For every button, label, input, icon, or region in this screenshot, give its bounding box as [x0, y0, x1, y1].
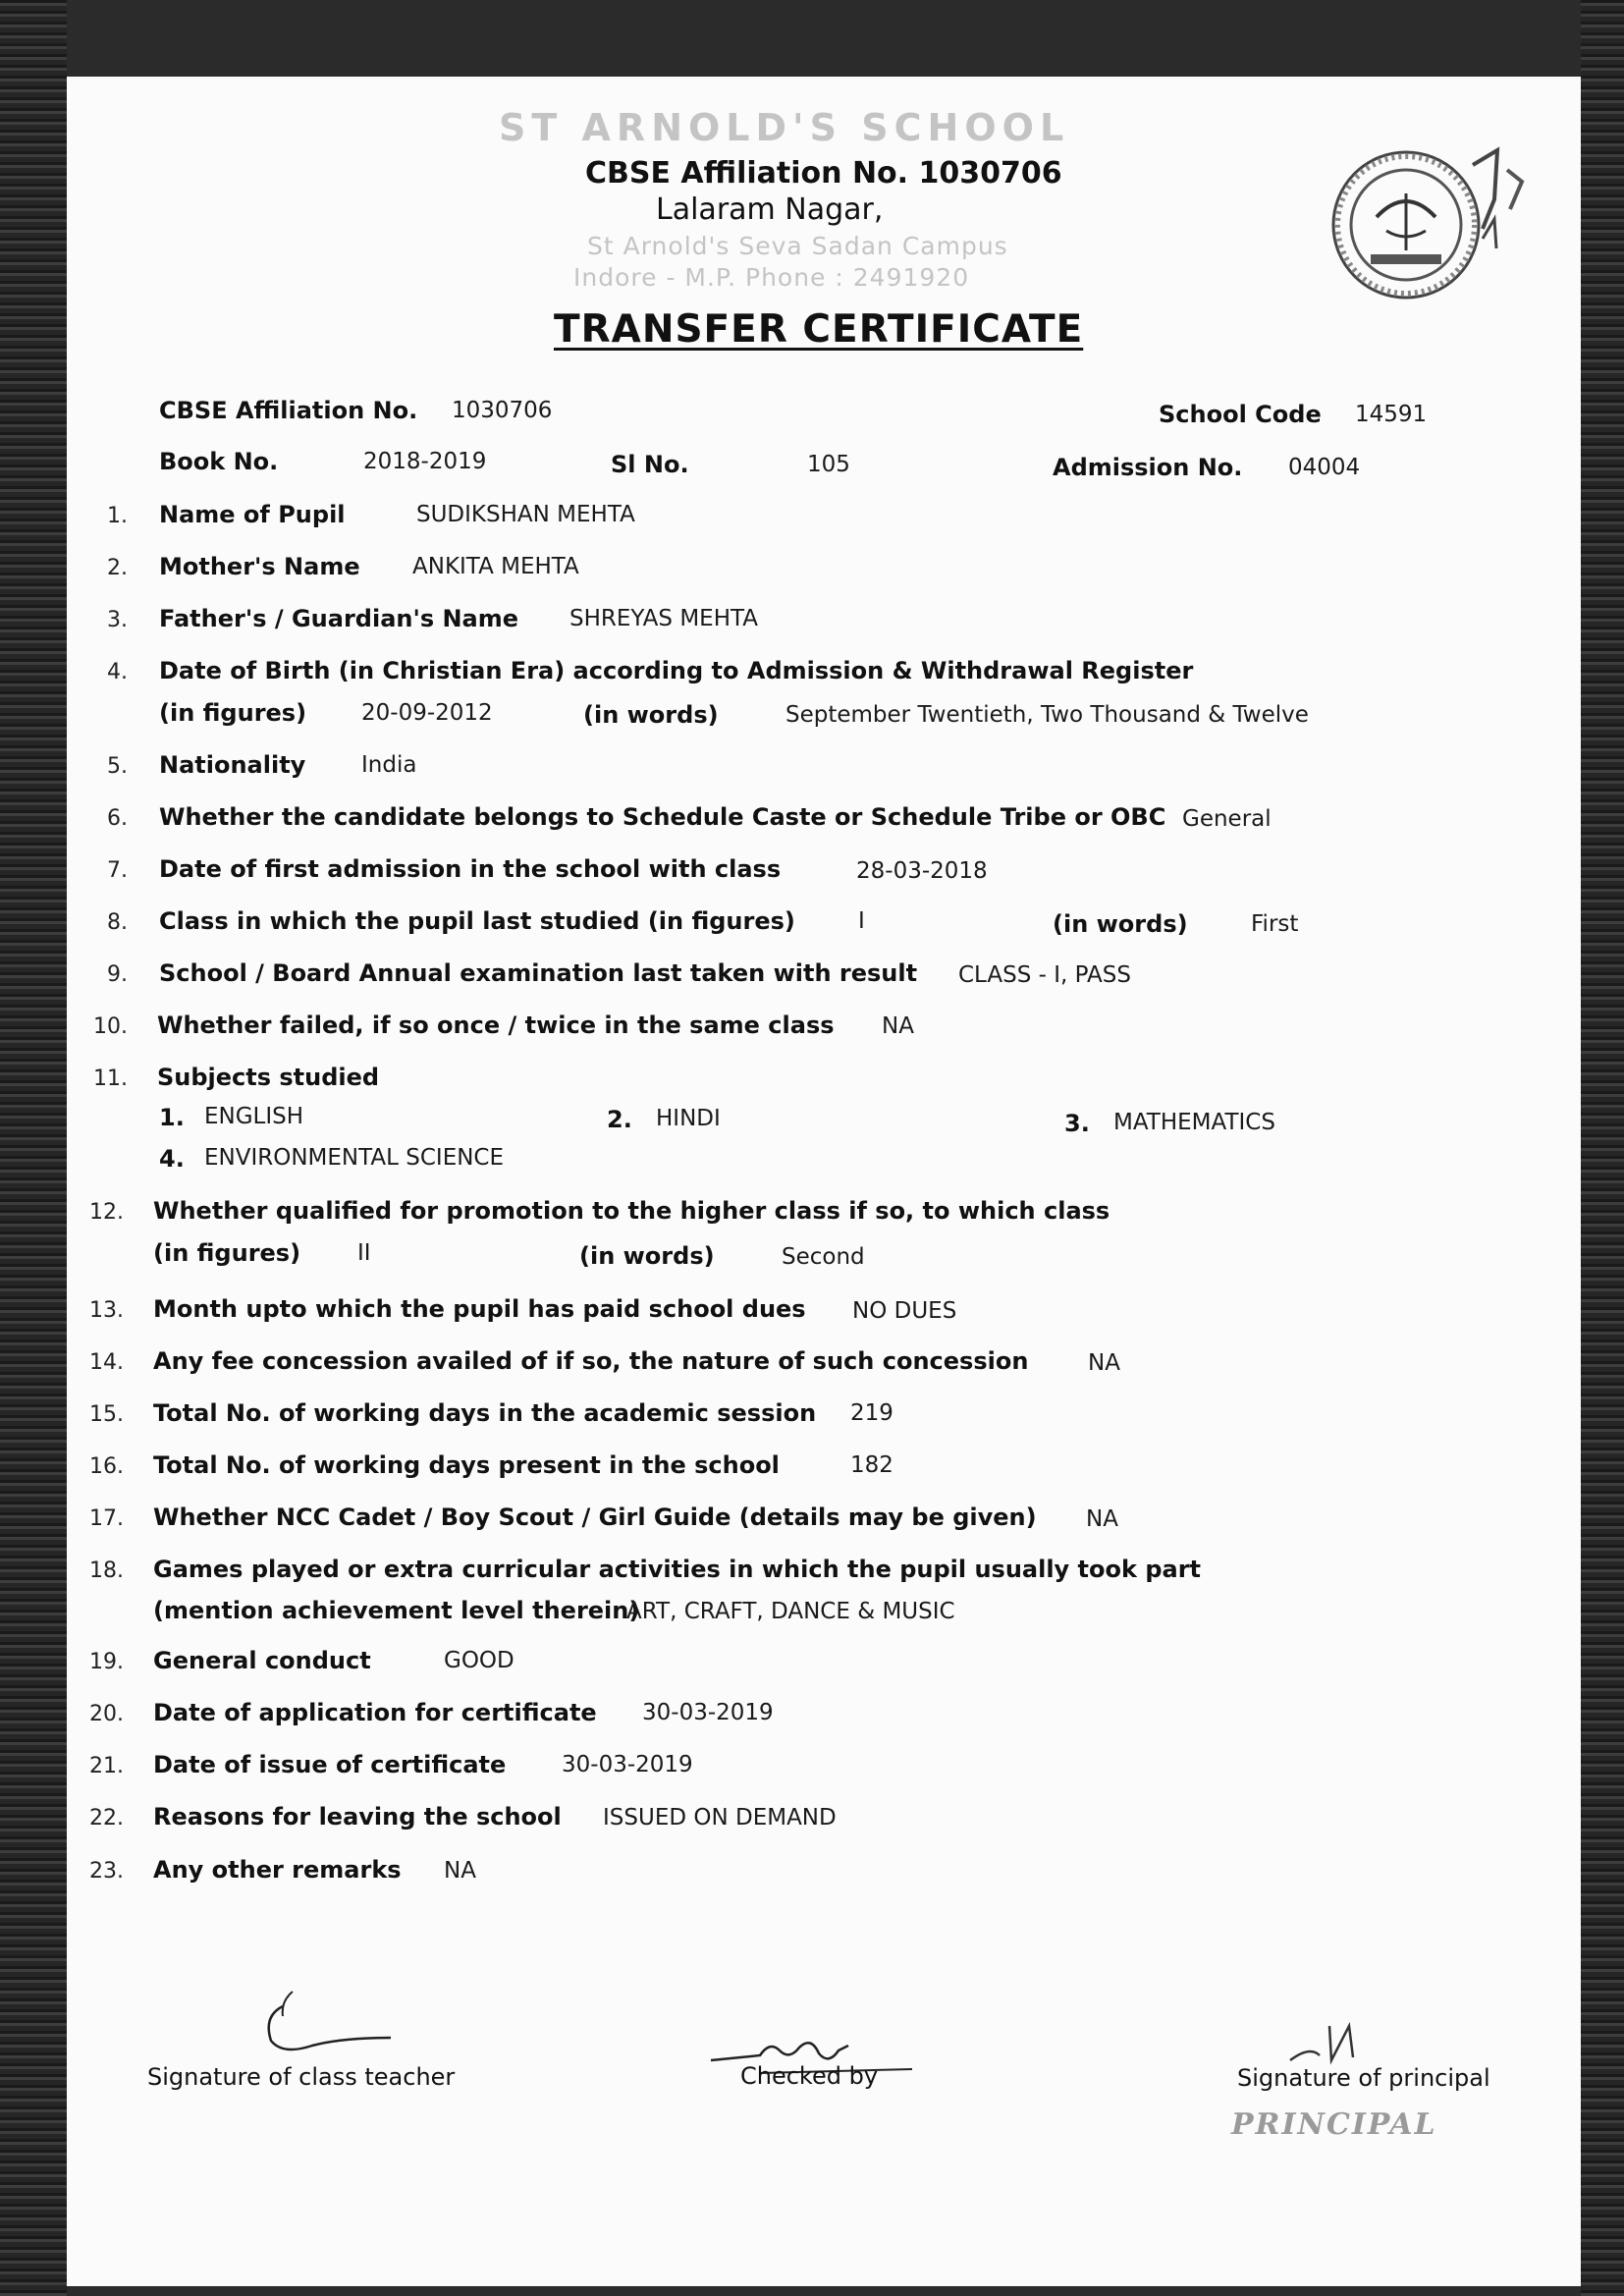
- promotion-figures-value: II: [357, 1240, 371, 1266]
- item-number: 20.: [89, 1702, 124, 1726]
- failed-label: Whether failed, if so once / twice in the same class: [157, 1011, 835, 1039]
- dob-figures-value: 20-09-2012: [361, 700, 493, 726]
- working-days-label: Total No. of working days in the academic session: [153, 1399, 817, 1427]
- subject-number: 3.: [1064, 1110, 1090, 1137]
- father-name-value: SHREYAS MEHTA: [569, 606, 758, 631]
- issue-date-value: 30-03-2019: [562, 1752, 693, 1777]
- remarks-label: Any other remarks: [153, 1856, 402, 1884]
- promotion-words-value: Second: [782, 1244, 865, 1270]
- last-class-label: Class in which the pupil last studied (in figures): [159, 907, 795, 935]
- affiliation-heading: CBSE Affiliation No. 1030706: [585, 156, 1062, 191]
- address-line-2: St Arnold's Seva Sadan Campus: [587, 232, 1008, 260]
- school-code-label: School Code: [1159, 401, 1322, 428]
- item-number: 1.: [107, 504, 128, 528]
- leaving-reason-value: ISSUED ON DEMAND: [603, 1805, 837, 1831]
- item-number: 23.: [89, 1859, 124, 1884]
- dob-words-value: September Twentieth, Two Thousand & Twelve: [785, 702, 1309, 728]
- dues-label: Month upto which the pupil has paid school dues: [153, 1295, 806, 1323]
- item-number: 21.: [89, 1754, 124, 1778]
- class-teacher-signature-label: Signature of class teacher: [147, 2063, 456, 2091]
- days-present-value: 182: [850, 1452, 893, 1478]
- address-line-3: Indore - M.P. Phone : 2491920: [573, 263, 970, 292]
- sl-no-label: Sl No.: [611, 451, 689, 478]
- item-number: 12.: [89, 1200, 124, 1225]
- dob-figures-label: (in figures): [159, 699, 307, 727]
- book-no-value: 2018-2019: [363, 449, 487, 474]
- item-number: 8.: [107, 910, 128, 935]
- principal-stamp: PRINCIPAL: [1231, 2107, 1437, 2142]
- item-number: 6.: [107, 806, 128, 831]
- item-number: 5.: [107, 754, 128, 779]
- item-number: 17.: [89, 1506, 124, 1531]
- item-number: 22.: [89, 1806, 124, 1831]
- dues-value: NO DUES: [852, 1298, 957, 1324]
- mother-name-value: ANKITA MEHTA: [412, 554, 579, 579]
- application-date-label: Date of application for certificate: [153, 1699, 597, 1726]
- mother-name-label: Mother's Name: [159, 553, 360, 580]
- exam-result-label: School / Board Annual examination last taken with result: [159, 959, 918, 987]
- promotion-label: Whether qualified for promotion to the higher class if so, to which class: [153, 1197, 1110, 1225]
- last-class-words-value: First: [1251, 911, 1299, 937]
- leaving-reason-label: Reasons for leaving the school: [153, 1803, 562, 1831]
- affiliation-value: 1030706: [452, 398, 553, 423]
- item-number: 19.: [89, 1650, 124, 1674]
- affiliation-label: CBSE Affiliation No.: [159, 397, 418, 424]
- checked-by-label: Checked by: [740, 2062, 879, 2090]
- sl-no-value: 105: [807, 452, 850, 477]
- conduct-value: GOOD: [444, 1648, 514, 1673]
- activities-label: Games played or extra curricular activities in which the pupil usually took part: [153, 1556, 1202, 1583]
- item-number: 15.: [89, 1402, 124, 1427]
- first-admission-value: 28-03-2018: [856, 858, 988, 884]
- book-no-label: Book No.: [159, 448, 279, 475]
- ncc-value: NA: [1086, 1506, 1118, 1532]
- principal-signature-label: Signature of principal: [1237, 2064, 1490, 2092]
- subject-number: 2.: [607, 1106, 632, 1133]
- working-days-value: 219: [850, 1400, 893, 1426]
- exam-result-value: CLASS - I, PASS: [958, 962, 1131, 988]
- item-number: 10.: [93, 1014, 128, 1039]
- subject-number: 1.: [159, 1104, 185, 1131]
- class-teacher-signature-icon: [253, 1987, 410, 2075]
- promotion-words-label: (in words): [579, 1242, 715, 1270]
- dob-label: Date of Birth (in Christian Era) according to Admission & Withdrawal Register: [159, 657, 1194, 684]
- promotion-figures-label: (in figures): [153, 1239, 301, 1267]
- activities-label-2: (mention achievement level therein): [153, 1597, 640, 1624]
- nationality-value: India: [361, 752, 417, 778]
- item-number: 11.: [93, 1066, 128, 1091]
- caste-value: General: [1182, 806, 1272, 832]
- school-code-value: 14591: [1355, 402, 1428, 427]
- father-name-label: Father's / Guardian's Name: [159, 605, 519, 632]
- subject-name: HINDI: [656, 1106, 721, 1131]
- admission-no-value: 04004: [1288, 455, 1361, 480]
- subject-name: ENGLISH: [204, 1104, 304, 1129]
- concession-label: Any fee concession availed of if so, the nature of such concession: [153, 1347, 1029, 1375]
- concession-value: NA: [1088, 1350, 1120, 1376]
- failed-value: NA: [882, 1013, 914, 1039]
- school-name: ST ARNOLD'S SCHOOL: [499, 106, 1070, 149]
- scan-border-left: [0, 0, 67, 2296]
- item-number: 3.: [107, 608, 128, 632]
- item-number: 13.: [89, 1298, 124, 1323]
- remarks-value: NA: [444, 1858, 476, 1884]
- address-line-1: Lalaram Nagar,: [656, 192, 884, 227]
- first-admission-label: Date of first admission in the school with class: [159, 855, 782, 883]
- pupil-name-value: SUDIKSHAN MEHTA: [416, 502, 635, 527]
- item-number: 18.: [89, 1558, 124, 1583]
- subjects-label: Subjects studied: [157, 1064, 380, 1091]
- last-class-figures-value: I: [858, 908, 865, 934]
- page-title: TRANSFER CERTIFICATE: [554, 307, 1084, 352]
- last-class-words-label: (in words): [1053, 910, 1188, 938]
- subject-name: MATHEMATICS: [1113, 1110, 1275, 1135]
- nationality-label: Nationality: [159, 751, 306, 779]
- item-number: 7.: [107, 858, 128, 883]
- item-number: 14.: [89, 1350, 124, 1375]
- admission-no-label: Admission No.: [1053, 454, 1243, 481]
- scan-border-right: [1581, 0, 1624, 2296]
- conduct-label: General conduct: [153, 1647, 371, 1674]
- certificate-sheet: [67, 77, 1581, 2286]
- days-present-label: Total No. of working days present in the school: [153, 1451, 780, 1479]
- subject-number: 4.: [159, 1145, 185, 1173]
- item-number: 9.: [107, 962, 128, 987]
- subject-name: ENVIRONMENTAL SCIENCE: [204, 1145, 505, 1171]
- item-number: 4.: [107, 660, 128, 684]
- item-number: 2.: [107, 556, 128, 580]
- item-number: 16.: [89, 1454, 124, 1479]
- activities-value: ART, CRAFT, DANCE & MUSIC: [626, 1599, 955, 1624]
- caste-label: Whether the candidate belongs to Schedule Caste or Schedule Tribe or OBC: [159, 803, 1166, 831]
- application-date-value: 30-03-2019: [642, 1700, 774, 1725]
- issue-date-label: Date of issue of certificate: [153, 1751, 507, 1778]
- school-seal-icon: [1326, 140, 1532, 307]
- ncc-label: Whether NCC Cadet / Boy Scout / Girl Guide (details may be given): [153, 1503, 1037, 1531]
- dob-words-label: (in words): [583, 701, 719, 729]
- pupil-name-label: Name of Pupil: [159, 501, 346, 528]
